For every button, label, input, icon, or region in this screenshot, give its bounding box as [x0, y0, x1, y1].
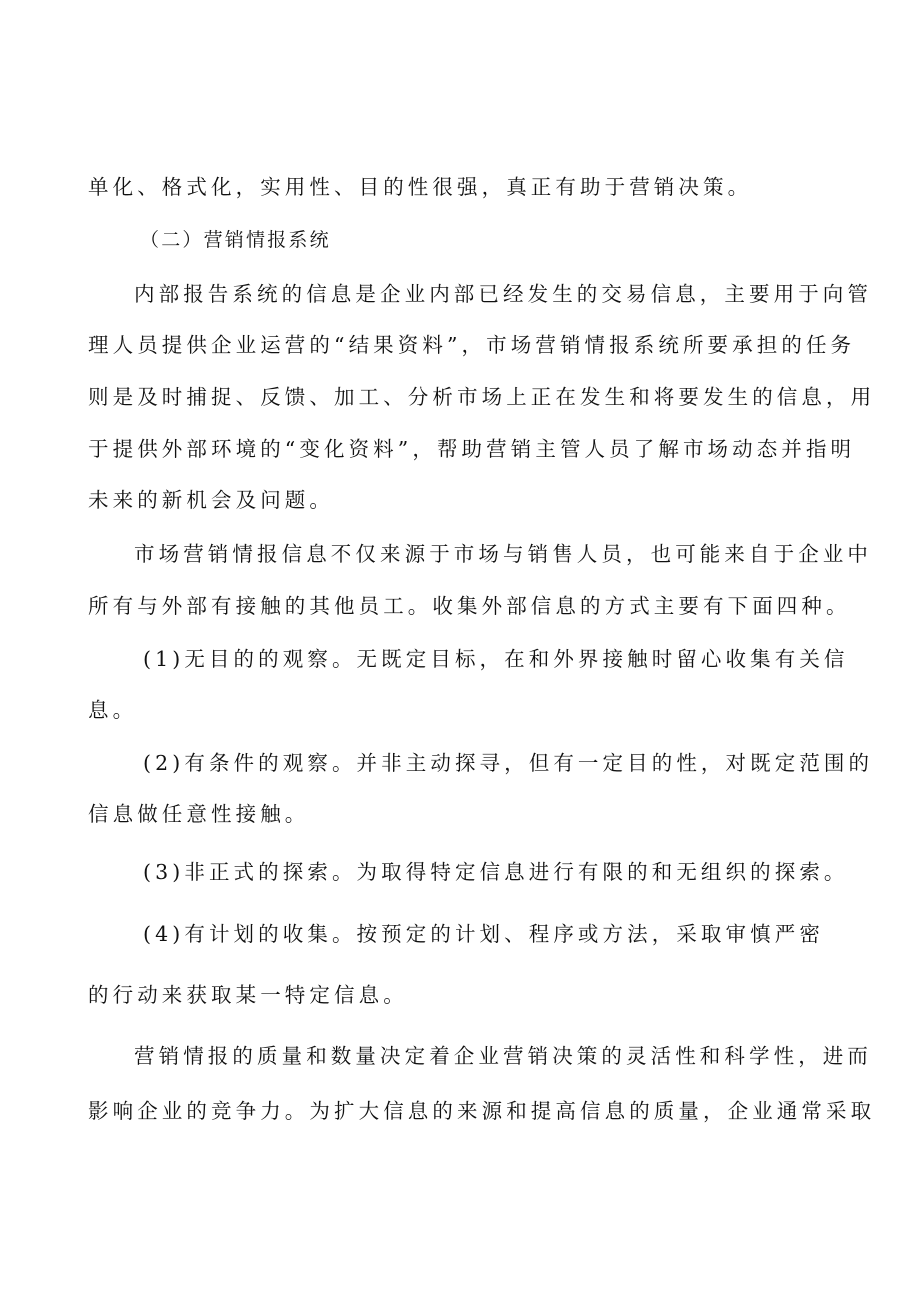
paragraph-line: 所有与外部有接触的其他员工。收集外部信息的方式主要有下面四种。: [88, 594, 851, 618]
section-heading: （二）营销情报系统: [140, 229, 331, 251]
list-item-line: (2)有条件的观察。并非主动探寻，但有一定目的性，对既定范围的: [143, 751, 874, 775]
list-item-line: (3)非正式的探索。为取得特定信息进行有限的和无组织的探索。: [143, 860, 849, 884]
paragraph-line: 内部报告系统的信息是企业内部已经发生的交易信息，主要用于向管: [134, 282, 872, 306]
paragraph-line: 理人员提供企业运营的“结果资料”，市场营销情报系统所要承担的任务: [88, 333, 856, 357]
list-item-line: (4)有计划的收集。按预定的计划、程序或方法，采取审慎严密: [143, 922, 824, 946]
list-item-line: 信息做任意性接触。: [88, 802, 310, 826]
paragraph-line: 营销情报的质量和数量决定着企业营销决策的灵活性和科学性，进而: [134, 1044, 872, 1068]
paragraph-line: 单化、格式化，实用性、目的性很强，真正有助于营销决策。: [88, 175, 753, 199]
paragraph-line: 未来的新机会及问题。: [88, 488, 334, 512]
paragraph-line: 影响企业的竞争力。为扩大信息的来源和提高信息的质量，企业通常采取: [88, 1099, 876, 1123]
list-item-line: 的行动来获取某一特定信息。: [88, 983, 408, 1007]
list-item-line: (1)无目的的观察。无既定目标，在和外界接触时留心收集有关信: [143, 647, 849, 671]
paragraph-line: 于提供外部环境的“变化资料”，帮助营销主管人员了解市场动态并指明: [88, 437, 856, 461]
list-item-line: 息。: [88, 698, 138, 722]
paragraph-line: 市场营销情报信息不仅来源于市场与销售人员，也可能来自于企业中: [134, 542, 872, 566]
paragraph-line: 则是及时捕捉、反馈、加工、分析市场上正在发生和将要发生的信息，用: [88, 385, 876, 409]
